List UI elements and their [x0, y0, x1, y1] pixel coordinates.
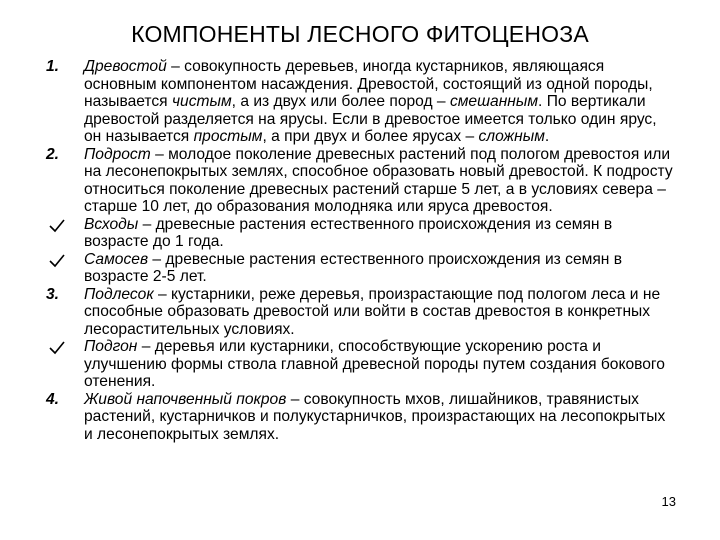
- page-number: 13: [661, 494, 676, 509]
- list-item: [46, 251, 676, 286]
- term: Живой напочвенный покров: [84, 390, 287, 408]
- term: Самосев: [84, 250, 149, 268]
- list-item: [46, 216, 676, 251]
- checkmark-icon: [48, 341, 66, 355]
- term: Подрост: [84, 145, 151, 163]
- list-marker: 2.: [46, 145, 60, 163]
- list-item: [46, 58, 676, 146]
- definition-text: – молодое поколение древесных растений под пологом древостоя или на лесонепокрытых землях, способное образовать новый древостой. К подросту относиться поколение древесных растений старше 5 лет, а в условиях севера – старше 10 лет, до образования молодняка или яруса древостоя.: [84, 145, 673, 215]
- component-list: [46, 58, 676, 443]
- list-item: [46, 146, 676, 216]
- definition-text: – древесные растения естественного происхождения из семян в возрасте до 1 года.: [84, 215, 613, 250]
- list-marker: 4.: [46, 390, 60, 408]
- list-item: [46, 391, 676, 444]
- list-item: [46, 338, 676, 391]
- definition-text: , а из двух или более пород –: [231, 93, 450, 110]
- definition-text: – совокупность мхов, лишайников, травянистых растений, кустарничков и полукустарничков, произрастающих на лесопокрытых и лесонепокрытых землях.: [84, 390, 666, 443]
- emphasis-term: чистым: [171, 93, 232, 110]
- checkmark-icon: [48, 254, 66, 268]
- slide-title: КОМПОНЕНТЫ ЛЕСНОГО ФИТОЦЕНОЗА: [131, 21, 589, 47]
- definition-text: , а при двух и более ярусах –: [262, 128, 479, 145]
- definition-text: .: [544, 128, 550, 145]
- emphasis-term: простым: [193, 128, 263, 145]
- emphasis-term: смешанным: [449, 93, 539, 110]
- list-marker: 3.: [46, 285, 60, 303]
- term: Подлесок: [84, 285, 154, 303]
- definition-text: – деревья или кустарники, способствующие ускорению роста и улучшению формы ствола главной древесной породы путем создания бокового отенения.: [84, 338, 665, 390]
- definition-text: . По вертикали древостой разделяется на ярусы. Если в древостое имеется только один ярус, он называется: [84, 93, 657, 145]
- list-item: [46, 286, 676, 339]
- checkmark-icon: [48, 219, 66, 233]
- definition-text: – совокупность деревьев, иногда кустарников, являющаяся основным компонентом насаждения. Древостой, состоящий из одной породы, называется: [84, 58, 653, 110]
- definition-text: – древесные растения естественного происхождения из семян в возрасте 2-5 лет.: [84, 250, 623, 285]
- list-marker: 1.: [46, 58, 60, 75]
- term: Подгон: [84, 338, 138, 355]
- term: Всходы: [84, 215, 139, 233]
- term: Древостой: [84, 58, 167, 75]
- definition-text: – кустарники, реже деревья, произрастающие под пологом леса и не способные образовать древостой или войти в состав древостоя в конкретных лесорастительных условиях.: [84, 285, 661, 338]
- emphasis-term: сложным: [478, 128, 545, 145]
